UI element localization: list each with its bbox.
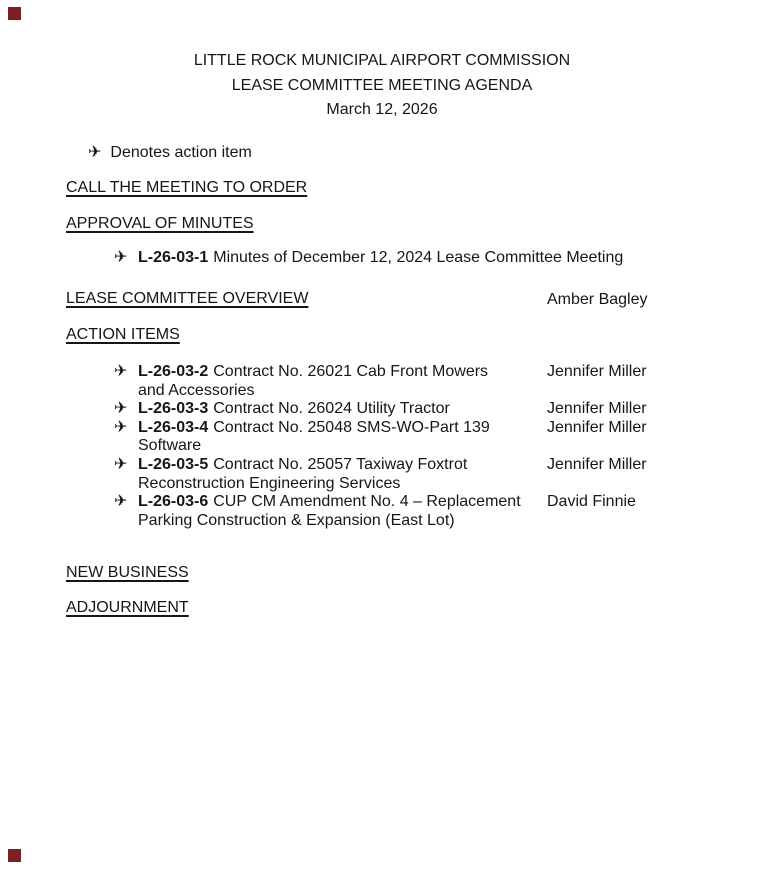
airplane-icon: ✈ xyxy=(114,455,128,473)
agenda-item-description: Minutes of December 12, 2024 Lease Committee Meeting xyxy=(213,249,624,266)
section-heading-approval-of-minutes: APPROVAL OF MINUTES xyxy=(66,215,254,232)
agenda-item-text xyxy=(138,249,678,268)
page-corner-marker-bottom xyxy=(8,849,21,862)
presenter-name: Amber Bagley xyxy=(547,291,648,308)
agenda-item-description: Contract No. 25048 SMS-WO-Part 139 xyxy=(213,418,490,436)
presenter-name: Jennifer Miller xyxy=(547,418,647,436)
airplane-icon: ✈ xyxy=(114,418,128,436)
agenda-item-text xyxy=(138,419,538,456)
presenter-name: Jennifer Miller xyxy=(547,363,647,380)
agenda-item-description: CUP CM Amendment No. 4 – Replacement xyxy=(213,493,521,511)
presenter-name: Jennifer Miller xyxy=(547,400,647,418)
airplane-icon: ✈ xyxy=(88,144,102,161)
presenter-name: Jennifer Miller xyxy=(547,455,647,473)
agenda-item-text xyxy=(138,400,538,419)
agenda-item-code: L-26-03-1 xyxy=(138,249,209,266)
agenda-item-code: L-26-03-4 xyxy=(138,418,209,436)
agenda-item-text xyxy=(138,493,538,530)
legend-text: Denotes action item xyxy=(110,144,252,161)
airplane-icon: ✈ xyxy=(114,493,128,511)
doc-subtitle: LEASE COMMITTEE MEETING AGENDA xyxy=(231,77,533,94)
agenda-item-description-line2: and Accessories xyxy=(138,381,255,399)
action-items-list xyxy=(114,363,714,530)
agenda-item-description: Contract No. 25057 Taxiway Foxtrot xyxy=(213,455,468,473)
section-heading-adjournment: ADJOURNMENT xyxy=(66,599,189,616)
doc-org-title: LITTLE ROCK MUNICIPAL AIRPORT COMMISSION xyxy=(193,52,571,69)
agenda-item-code: L-26-03-6 xyxy=(138,493,209,511)
doc-date: March 12, 2026 xyxy=(326,101,438,118)
agenda-item-code: L-26-03-5 xyxy=(138,455,209,473)
section-heading-call-to-order: CALL THE MEETING TO ORDER xyxy=(66,179,308,196)
presenter-name: David Finnie xyxy=(547,493,636,511)
agenda-item-code: L-26-03-2 xyxy=(138,363,209,380)
agenda-item xyxy=(114,456,714,493)
page-corner-marker-top xyxy=(8,7,21,20)
section-heading-new-business: NEW BUSINESS xyxy=(66,564,189,581)
agenda-item-description-line2: Reconstruction Engineering Services xyxy=(138,474,401,492)
agenda-item-description-line2: Parking Construction & Expansion (East Lot) xyxy=(138,511,455,529)
agenda-item xyxy=(114,419,714,456)
action-item-legend xyxy=(88,143,252,162)
agenda-item-minutes xyxy=(114,249,758,268)
agenda-item-description-line2: Software xyxy=(138,437,202,455)
airplane-icon: ✈ xyxy=(114,400,128,418)
airplane-icon: ✈ xyxy=(114,249,128,266)
section-heading-action-items: ACTION ITEMS xyxy=(66,326,180,343)
section-heading-overview: LEASE COMMITTEE OVERVIEW xyxy=(66,290,309,307)
airplane-icon: ✈ xyxy=(114,363,128,380)
agenda-item-description: Contract No. 26024 Utility Tractor xyxy=(213,400,450,418)
agenda-item-text xyxy=(138,363,538,400)
agenda-item xyxy=(114,363,714,400)
agenda-item-text xyxy=(138,456,538,493)
agenda-item xyxy=(114,400,714,419)
agenda-item-code: L-26-03-3 xyxy=(138,400,209,418)
agenda-item-description: Contract No. 26021 Cab Front Mowers xyxy=(213,363,489,380)
agenda-item xyxy=(114,493,714,530)
